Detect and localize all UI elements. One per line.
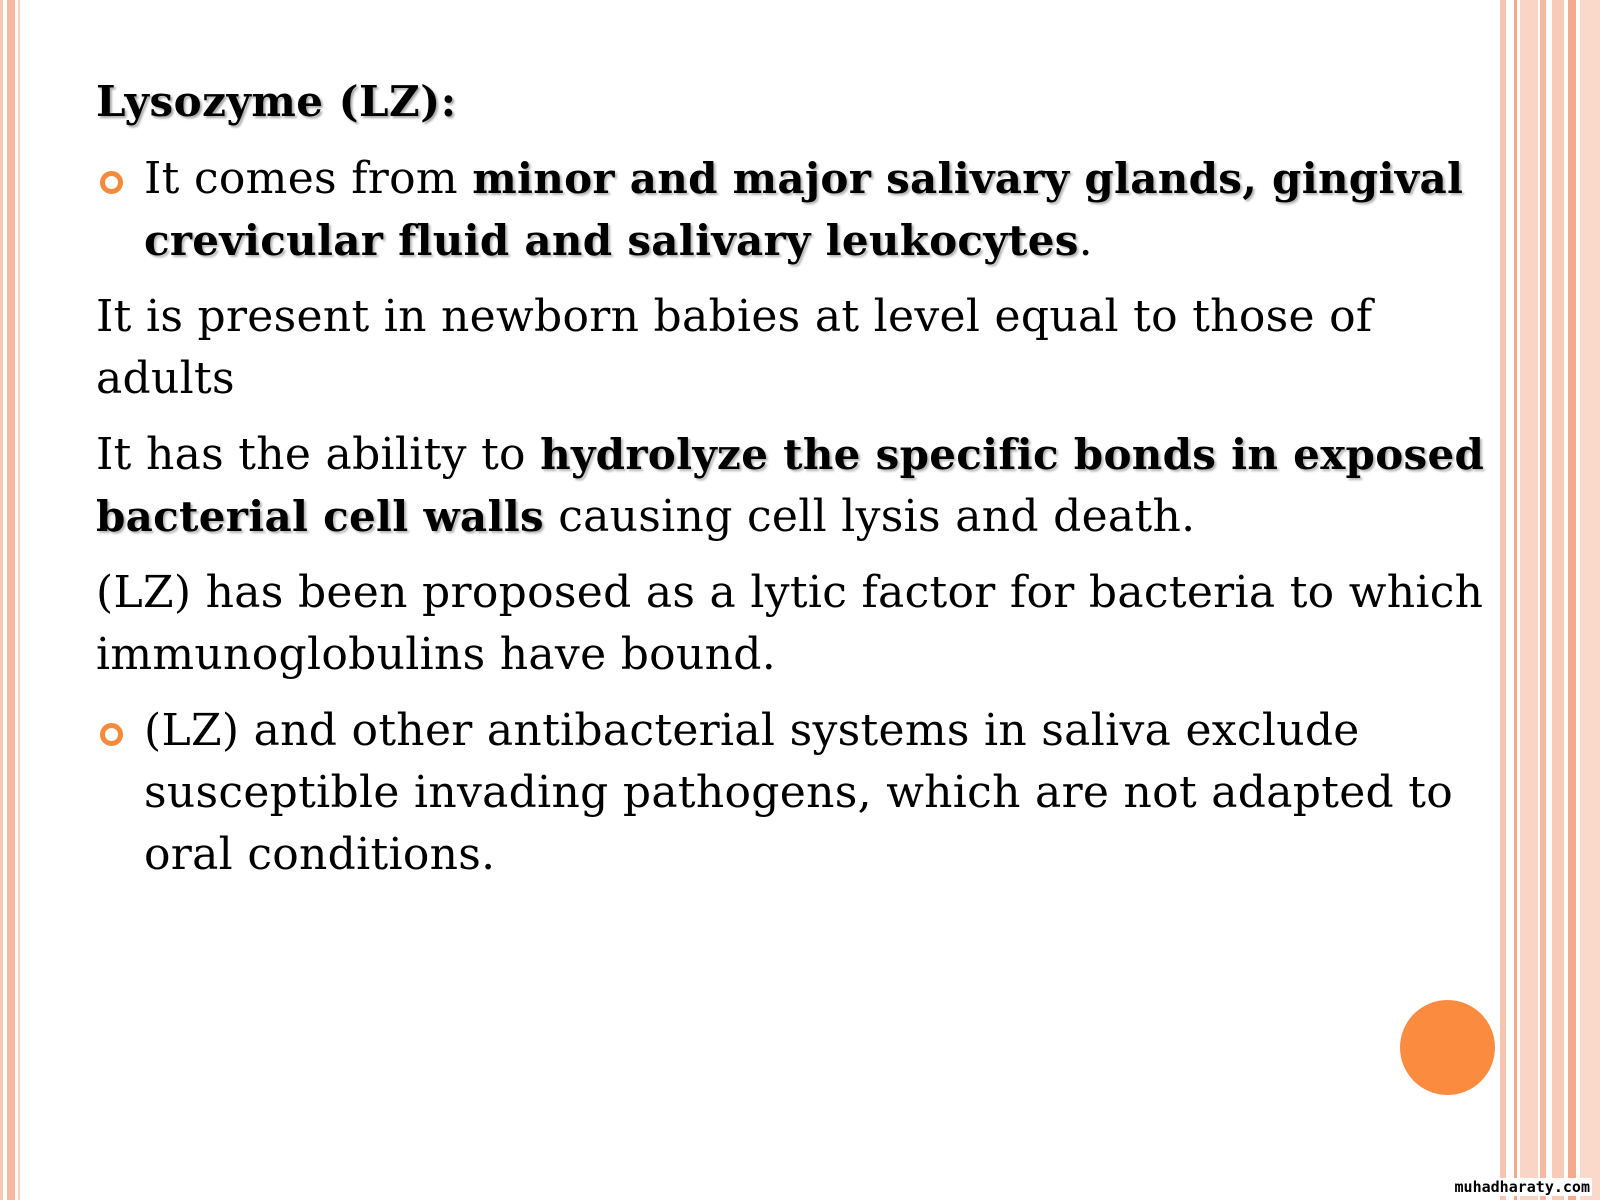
paragraph-3 <box>96 424 1496 548</box>
right-border-stripe <box>1520 0 1538 1200</box>
right-border-stripe <box>1552 0 1564 1200</box>
paragraph-text: (LZ) has been proposed as a lytic factor for bacteria to which immunoglobulins have bound. <box>96 567 1484 680</box>
left-border-stripe <box>18 0 20 1200</box>
paragraph-text: It has the ability to <box>96 429 541 480</box>
slide-title: Lysozyme (LZ): <box>96 77 457 126</box>
paragraph-text: . <box>1078 215 1093 266</box>
emphasized-text: minor and major salivary glands, gingival crevicular fluid and salivary leukocytes <box>144 154 1464 265</box>
emphasized-text: hydrolyze the specific bonds in exposed bacterial cell walls <box>96 430 1485 541</box>
paragraph-text: It comes from <box>144 153 473 204</box>
slide-body <box>96 148 1496 900</box>
paragraph-text: (LZ) and other antibacterial systems in saliva exclude susceptible invading pathogens, which are not adapted to oral conditions. <box>144 705 1454 880</box>
right-border-stripe <box>1580 0 1600 1200</box>
right-border-stripe <box>1540 0 1546 1200</box>
right-border-stripe <box>1500 0 1506 1200</box>
right-border-stripe <box>1514 0 1517 1200</box>
decorative-orange-circle <box>1400 1000 1495 1095</box>
paragraph-text: It is present in newborn babies at level equal to those of adults <box>96 291 1373 404</box>
watermark-text: muhadharaty.com <box>1454 1178 1590 1196</box>
bullet-paragraph-1 <box>96 148 1496 272</box>
paragraph-4 <box>96 562 1496 686</box>
paragraph-text: causing cell lysis and death. <box>543 491 1196 542</box>
bullet-paragraph-5 <box>96 700 1496 886</box>
circle-bullet-icon <box>100 171 123 194</box>
paragraph-2 <box>96 286 1496 410</box>
left-border-stripe <box>0 0 3 1200</box>
left-border-stripe <box>7 0 15 1200</box>
circle-bullet-icon <box>100 723 123 746</box>
right-border-stripe <box>1568 0 1576 1200</box>
